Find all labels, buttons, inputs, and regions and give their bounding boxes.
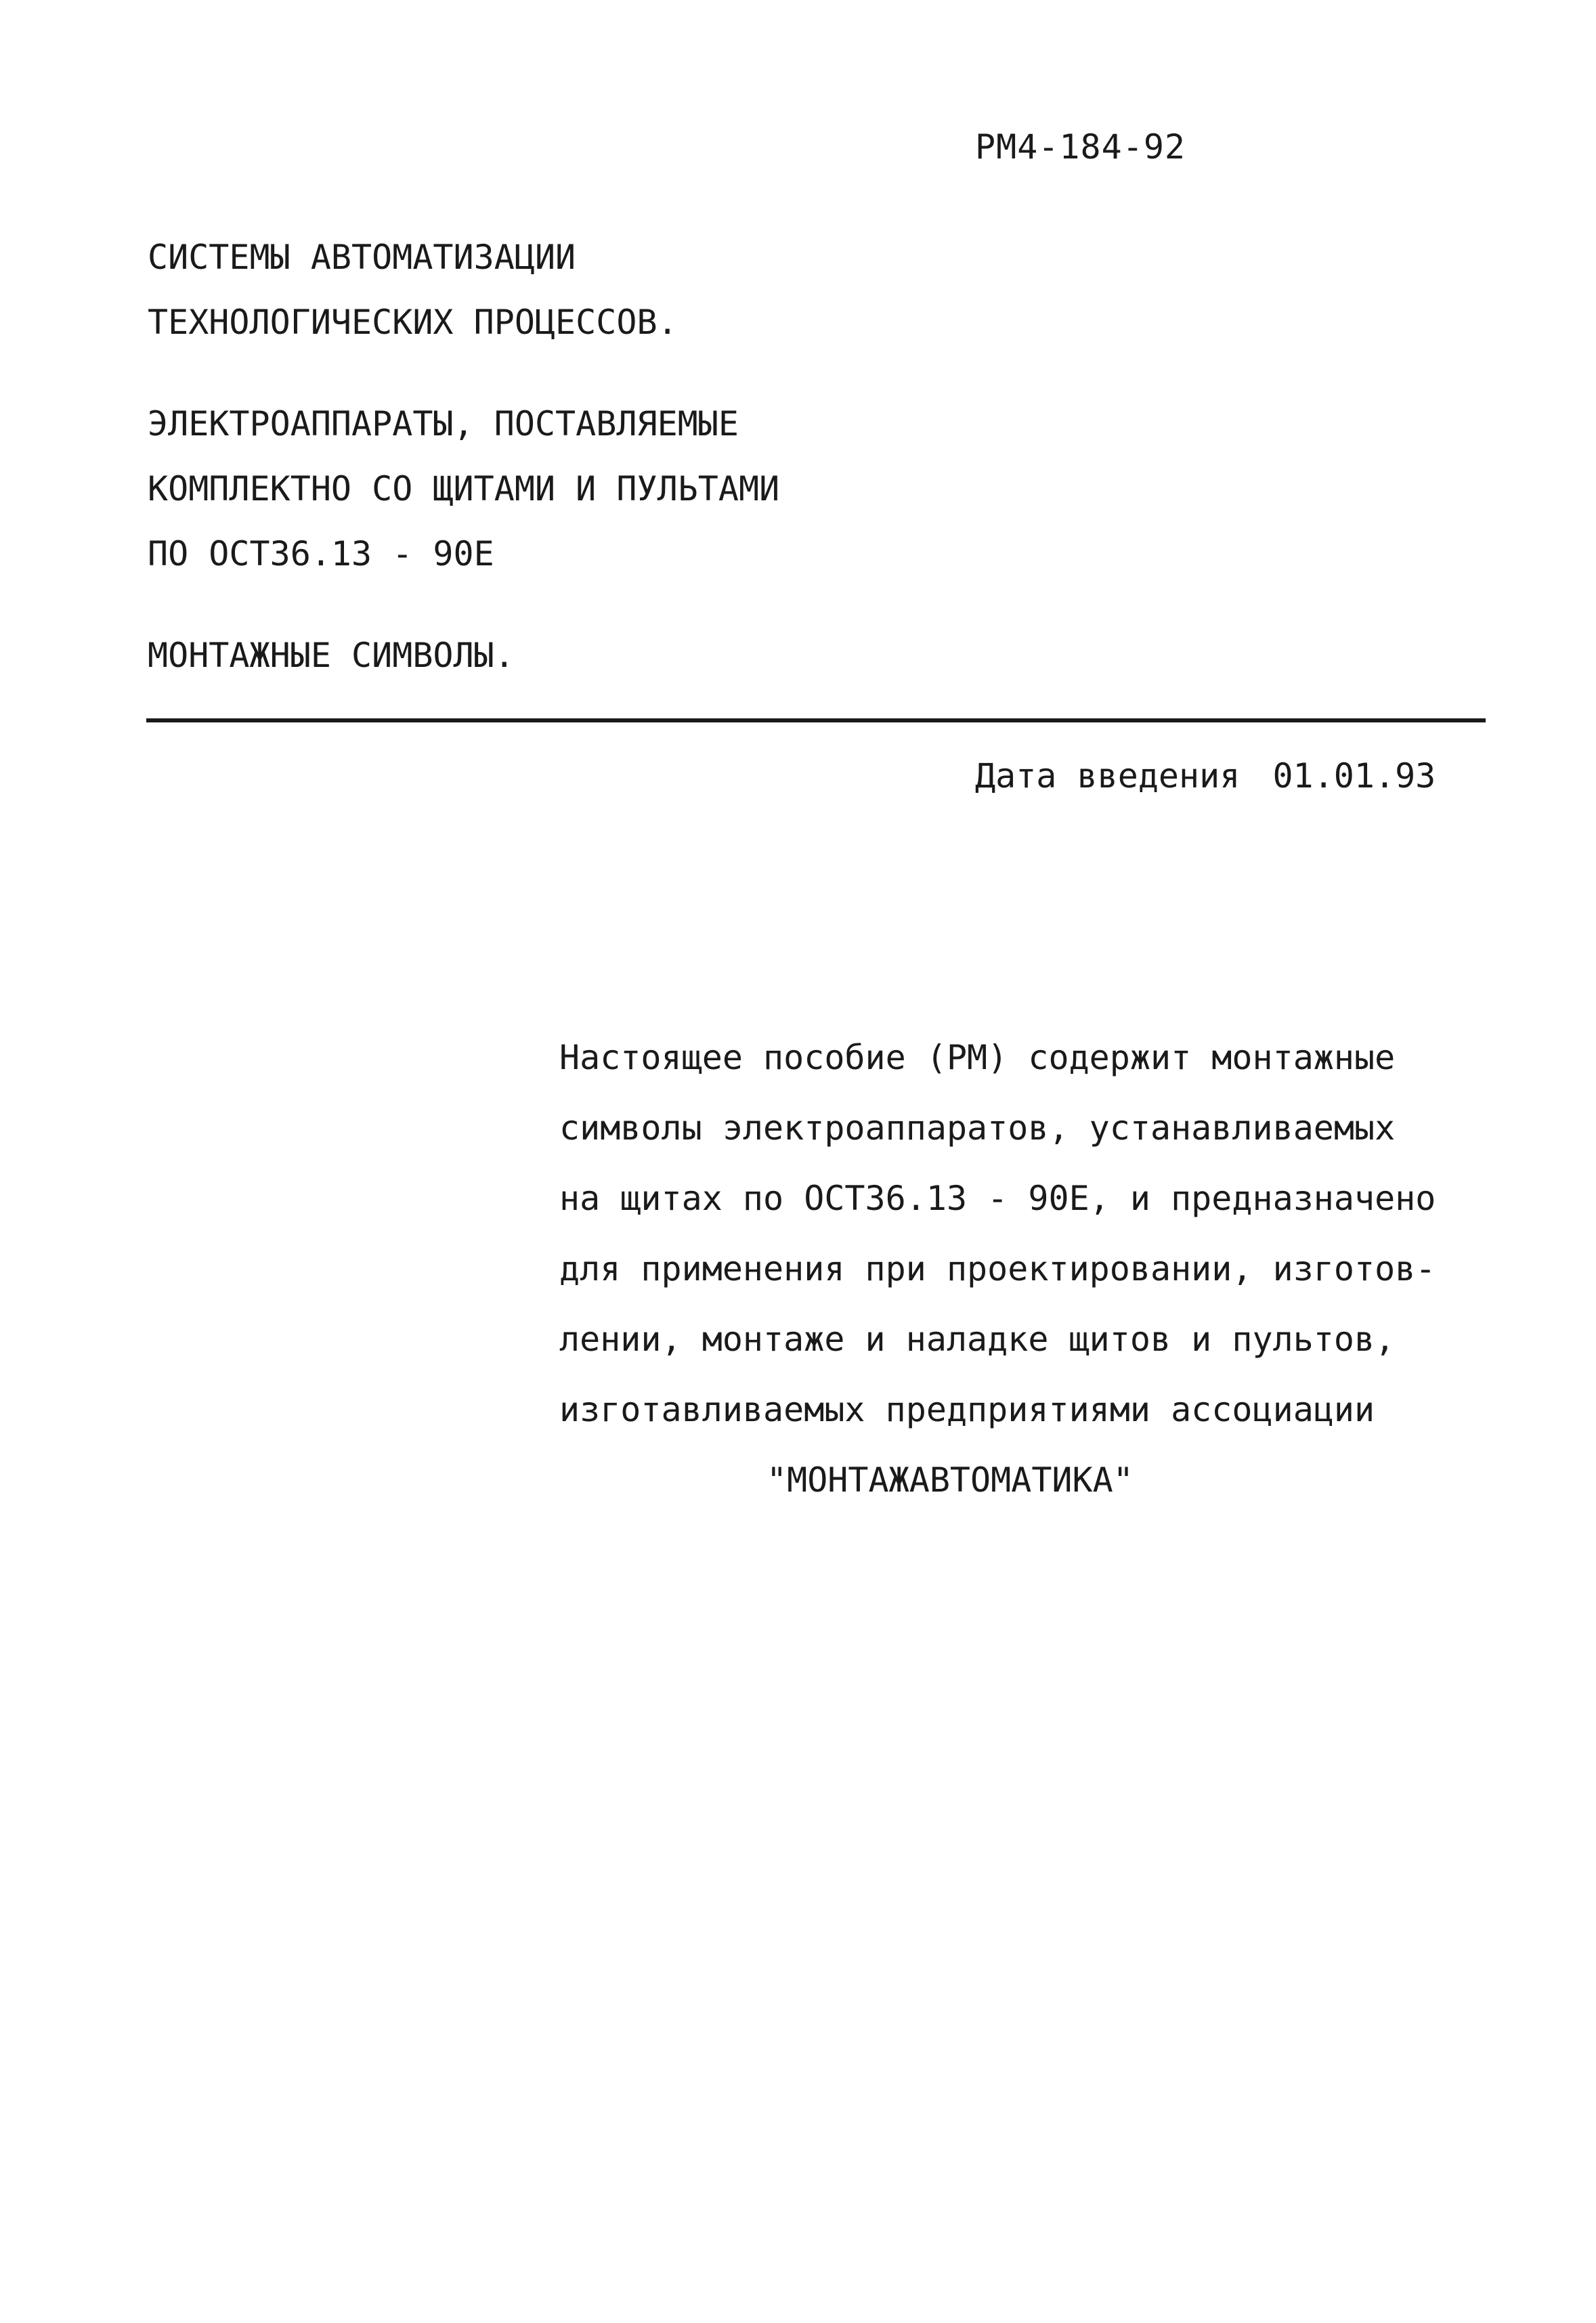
paragraph-line: изготавливаемых предприятиями ассоциации (559, 1390, 1375, 1429)
title-line: ПО ОСТ36.13 - 90Е (148, 534, 494, 573)
date-label: Дата введения (975, 756, 1241, 796)
association-name: "МОНТАЖАВТОМАТИКА" (767, 1460, 1134, 1500)
title-line: СИСТЕМЫ АВТОМАТИЗАЦИИ (148, 238, 576, 277)
body-paragraph (559, 1022, 1494, 1515)
paragraph-line: для применения при проектировании, изготов- (559, 1249, 1436, 1288)
title-line: МОНТАЖНЫЕ СИМВОЛЫ. (148, 636, 515, 675)
paragraph-line: на щитах по ОСТ36.13 - 90Е, и предназначено (559, 1179, 1436, 1218)
paragraph-line: Настоящее пособие (РМ) содержит монтажные (559, 1038, 1396, 1077)
date-value: 01.01.93 (1272, 756, 1436, 796)
horizontal-rule (146, 718, 1486, 722)
document-code: РМ4-184-92 (975, 127, 1186, 167)
introduction-date (975, 756, 1436, 796)
paragraph-line: лении, монтаже и наладке щитов и пультов, (559, 1320, 1396, 1359)
paragraph-line: символы электроаппаратов, устанавливаемых (559, 1108, 1396, 1148)
title-line: КОМПЛЕКТНО СО ЩИТАМИ И ПУЛЬТАМИ (148, 469, 780, 508)
title-line: ТЕХНОЛОГИЧЕСКИХ ПРОЦЕССОВ. (148, 303, 678, 342)
document-title (148, 225, 1434, 688)
title-line: ЭЛЕКТРОАППАРАТЫ, ПОСТАВЛЯЕМЫЕ (148, 404, 739, 443)
